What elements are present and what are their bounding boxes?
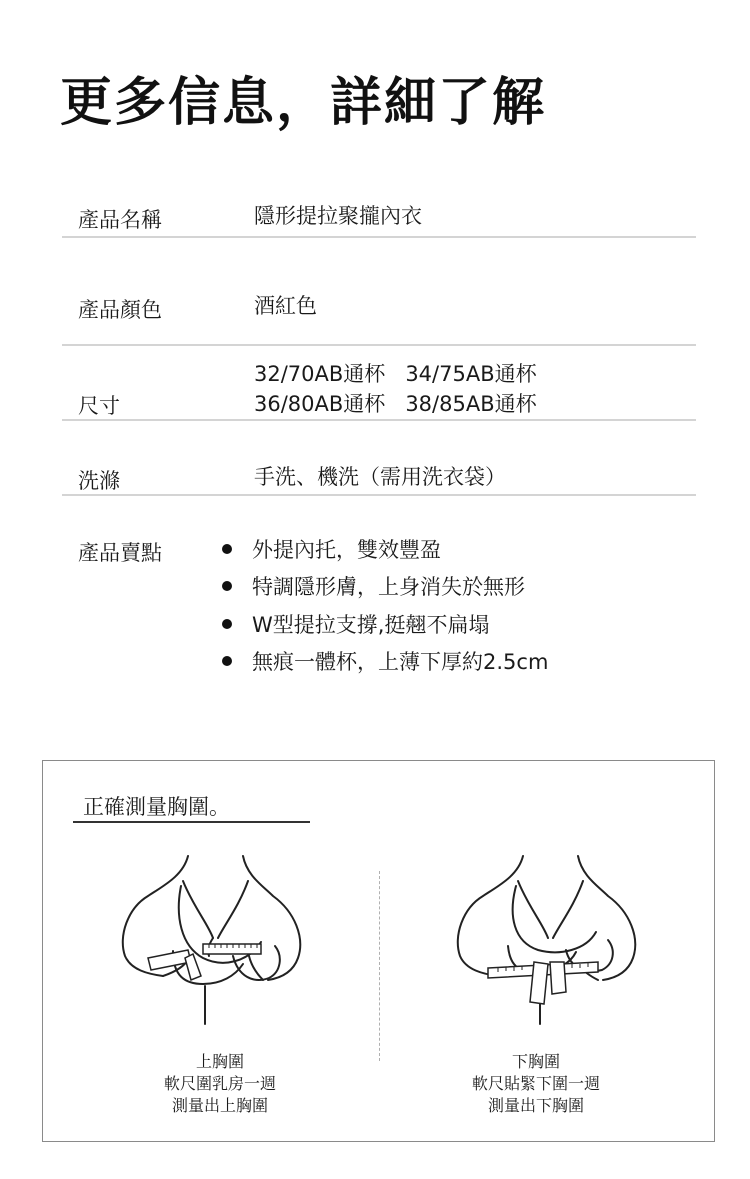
spec-value-wash: 手洗、機洗（需用洗衣袋） <box>254 465 506 489</box>
under-bust-caption <box>451 1051 621 1117</box>
spec-value-size-line-2: 36/80AB通杯 38/85AB通杯 <box>254 392 537 416</box>
selling-point-text: 無痕一體杯，上薄下厚約2.5cm <box>252 650 549 675</box>
spec-row-color <box>62 280 696 350</box>
bullet-icon <box>222 544 232 554</box>
caption-line: 測量出下胸圍 <box>487 1096 584 1115</box>
page-heading: 更多信息，詳細了解 <box>60 73 547 133</box>
bullet-icon <box>222 656 232 666</box>
selling-points-list <box>222 530 548 680</box>
spec-row-size <box>62 355 696 425</box>
caption-line: 上胸圍 <box>195 1052 244 1071</box>
guide-title: 正確測量胸圍。 <box>83 795 230 819</box>
caption-line: 軟尺貼緊下圍一週 <box>471 1074 600 1093</box>
title-underline <box>73 821 310 823</box>
under-bust-illustration <box>448 846 648 1026</box>
caption-line: 下胸圍 <box>511 1052 560 1071</box>
list-item <box>222 568 548 606</box>
spec-label-color: 產品顏色 <box>78 298 162 322</box>
spec-label-wash: 洗滌 <box>78 469 120 493</box>
upper-bust-caption <box>135 1051 305 1117</box>
spec-label-size: 尺寸 <box>78 394 120 418</box>
measurement-guide <box>42 760 715 1142</box>
upper-bust-illustration <box>113 846 313 1026</box>
caption-line: 軟尺圍乳房一週 <box>163 1074 276 1093</box>
selling-points-label: 產品賣點 <box>78 541 162 565</box>
list-item <box>222 530 548 568</box>
spec-value-size-line-1: 32/70AB通杯 34/75AB通杯 <box>254 362 537 386</box>
spec-value-name: 隱形提拉聚攏內衣 <box>254 204 422 228</box>
spec-label-name: 產品名稱 <box>78 208 162 232</box>
list-item <box>222 643 548 681</box>
row-divider <box>62 236 696 238</box>
row-divider <box>62 344 696 346</box>
list-item <box>222 605 548 643</box>
bullet-icon <box>222 581 232 591</box>
selling-point-text: W型提拉支撐,挺翹不扁塌 <box>252 612 490 637</box>
bullet-icon <box>222 619 232 629</box>
selling-point-text: 外提內托，雙效豐盈 <box>252 537 441 562</box>
row-divider <box>62 494 696 496</box>
selling-point-text: 特調隱形膚，上身消失於無形 <box>252 575 525 600</box>
spec-row-name <box>62 190 696 240</box>
caption-line: 測量出上胸圍 <box>171 1096 268 1115</box>
spec-row-wash <box>62 455 696 500</box>
dashed-divider <box>379 871 380 1061</box>
spec-value-color: 酒紅色 <box>254 294 317 318</box>
row-divider <box>62 419 696 421</box>
